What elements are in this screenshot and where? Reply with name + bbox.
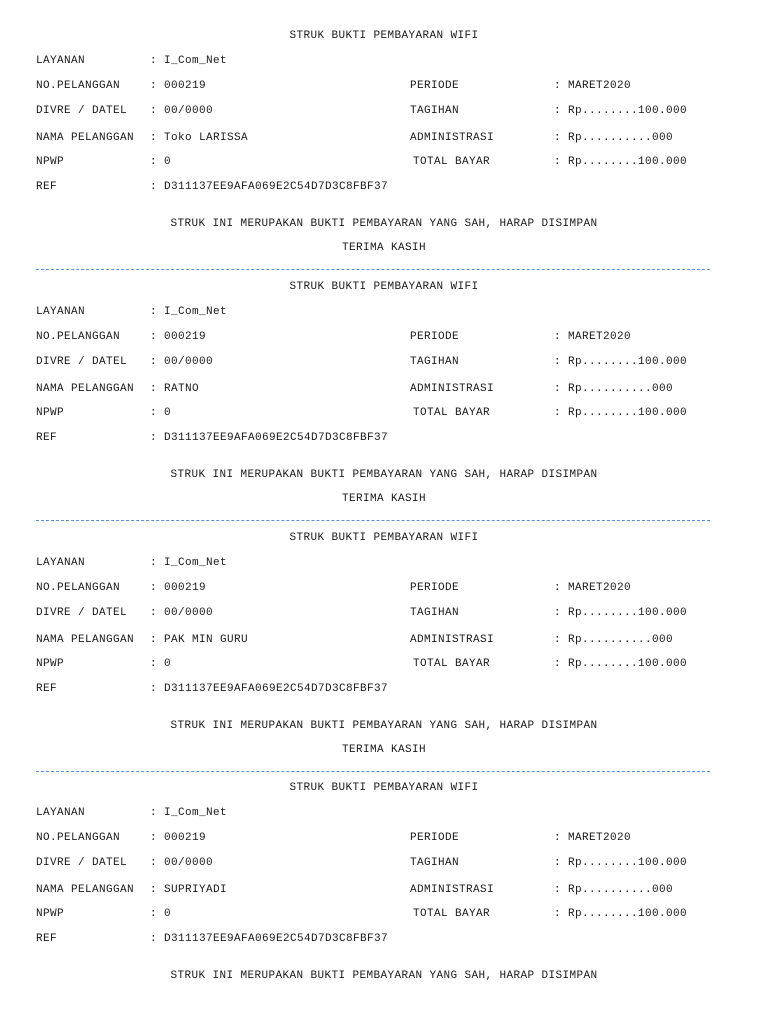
value-layanan: : I_Com_Net xyxy=(150,557,228,569)
value-nama-pelanggan: : PAK MIN GURU xyxy=(150,634,249,646)
value-periode: : MARET2020 xyxy=(554,80,632,92)
value-npwp: : 0 xyxy=(150,156,172,168)
label-periode: PERIODE xyxy=(410,331,460,343)
value-tagihan: : Rp........100.000 xyxy=(554,607,688,619)
value-no-pelanggan: : 000219 xyxy=(150,80,207,92)
value-layanan: : I_Com_Net xyxy=(150,55,228,67)
receipt-title: STRUK BUKTI PEMBAYARAN WIFI xyxy=(289,281,479,293)
label-npwp: NPWP xyxy=(36,407,65,419)
receipt-block xyxy=(0,0,768,254)
thanks-text: TERIMA KASIH xyxy=(341,744,426,756)
value-periode: : MARET2020 xyxy=(554,832,632,844)
label-nama-pelanggan: NAMA PELANGGAN xyxy=(36,132,135,144)
label-periode: PERIODE xyxy=(410,80,460,92)
label-no-pelanggan: NO.PELANGGAN xyxy=(36,582,121,594)
label-tagihan: TAGIHAN xyxy=(410,105,460,117)
label-divre: DIVRE / DATEL xyxy=(36,607,128,619)
label-nama-pelanggan: NAMA PELANGGAN xyxy=(36,634,135,646)
label-tagihan: TAGIHAN xyxy=(410,356,460,368)
value-tagihan: : Rp........100.000 xyxy=(554,105,688,117)
label-divre: DIVRE / DATEL xyxy=(36,105,128,117)
value-administrasi: : Rp..........000 xyxy=(554,132,674,144)
receipt-title: STRUK BUKTI PEMBAYARAN WIFI xyxy=(289,532,479,544)
value-total-bayar: : Rp........100.000 xyxy=(554,407,688,419)
label-ref: REF xyxy=(36,181,58,193)
value-ref: : D311137EE9AFA069E2C54D7D3C8FBF37 xyxy=(150,683,389,695)
label-layanan: LAYANAN xyxy=(36,55,86,67)
value-npwp: : 0 xyxy=(150,407,172,419)
value-administrasi: : Rp..........000 xyxy=(554,383,674,395)
value-divre: : 00/0000 xyxy=(150,607,214,619)
label-divre: DIVRE / DATEL xyxy=(36,857,128,869)
label-layanan: LAYANAN xyxy=(36,306,86,318)
label-ref: REF xyxy=(36,432,58,444)
footer-note: STRUK INI MERUPAKAN BUKTI PEMBAYARAN YANG SAH, HARAP DISIMPAN xyxy=(170,720,598,732)
label-ref: REF xyxy=(36,933,58,945)
label-total-bayar: TOTAL BAYAR xyxy=(413,407,491,419)
value-divre: : 00/0000 xyxy=(150,857,214,869)
label-layanan: LAYANAN xyxy=(36,557,86,569)
label-no-pelanggan: NO.PELANGGAN xyxy=(36,832,121,844)
thanks-text: TERIMA KASIH xyxy=(341,493,426,505)
label-tagihan: TAGIHAN xyxy=(410,857,460,869)
value-tagihan: : Rp........100.000 xyxy=(554,857,688,869)
value-no-pelanggan: : 000219 xyxy=(150,331,207,343)
value-nama-pelanggan: : RATNO xyxy=(150,383,200,395)
value-administrasi: : Rp..........000 xyxy=(554,884,674,896)
receipt-title: STRUK BUKTI PEMBAYARAN WIFI xyxy=(289,30,479,42)
label-layanan: LAYANAN xyxy=(36,807,86,819)
value-nama-pelanggan: : SUPRIYADI xyxy=(150,884,228,896)
value-no-pelanggan: : 000219 xyxy=(150,582,207,594)
receipt-title: STRUK BUKTI PEMBAYARAN WIFI xyxy=(289,782,479,794)
value-no-pelanggan: : 000219 xyxy=(150,832,207,844)
receipt-block xyxy=(0,251,768,505)
label-npwp: NPWP xyxy=(36,908,65,920)
label-periode: PERIODE xyxy=(410,582,460,594)
label-administrasi: ADMINISTRASI xyxy=(410,132,495,144)
label-periode: PERIODE xyxy=(410,832,460,844)
label-administrasi: ADMINISTRASI xyxy=(410,383,495,395)
value-total-bayar: : Rp........100.000 xyxy=(554,908,688,920)
value-administrasi: : Rp..........000 xyxy=(554,634,674,646)
value-ref: : D311137EE9AFA069E2C54D7D3C8FBF37 xyxy=(150,933,389,945)
value-total-bayar: : Rp........100.000 xyxy=(554,658,688,670)
label-total-bayar: TOTAL BAYAR xyxy=(413,658,491,670)
label-total-bayar: TOTAL BAYAR xyxy=(413,908,491,920)
value-npwp: : 0 xyxy=(150,658,172,670)
value-npwp: : 0 xyxy=(150,908,172,920)
label-no-pelanggan: NO.PELANGGAN xyxy=(36,80,121,92)
footer-note: STRUK INI MERUPAKAN BUKTI PEMBAYARAN YANG SAH, HARAP DISIMPAN xyxy=(170,970,598,982)
label-nama-pelanggan: NAMA PELANGGAN xyxy=(36,884,135,896)
label-divre: DIVRE / DATEL xyxy=(36,356,128,368)
receipt-block xyxy=(0,752,768,1003)
receipt-block xyxy=(0,502,768,756)
label-npwp: NPWP xyxy=(36,658,65,670)
label-ref: REF xyxy=(36,683,58,695)
label-administrasi: ADMINISTRASI xyxy=(410,884,495,896)
value-divre: : 00/0000 xyxy=(150,356,214,368)
label-npwp: NPWP xyxy=(36,156,65,168)
value-ref: : D311137EE9AFA069E2C54D7D3C8FBF37 xyxy=(150,432,389,444)
value-total-bayar: : Rp........100.000 xyxy=(554,156,688,168)
label-tagihan: TAGIHAN xyxy=(410,607,460,619)
value-tagihan: : Rp........100.000 xyxy=(554,356,688,368)
value-periode: : MARET2020 xyxy=(554,331,632,343)
footer-note: STRUK INI MERUPAKAN BUKTI PEMBAYARAN YANG SAH, HARAP DISIMPAN xyxy=(170,218,598,230)
label-administrasi: ADMINISTRASI xyxy=(410,634,495,646)
thanks-text: TERIMA KASIH xyxy=(341,242,426,254)
value-nama-pelanggan: : Toko LARISSA xyxy=(150,132,249,144)
value-ref: : D311137EE9AFA069E2C54D7D3C8FBF37 xyxy=(150,181,389,193)
label-no-pelanggan: NO.PELANGGAN xyxy=(36,331,121,343)
value-layanan: : I_Com_Net xyxy=(150,306,228,318)
value-layanan: : I_Com_Net xyxy=(150,807,228,819)
label-nama-pelanggan: NAMA PELANGGAN xyxy=(36,383,135,395)
value-periode: : MARET2020 xyxy=(554,582,632,594)
value-divre: : 00/0000 xyxy=(150,105,214,117)
footer-note: STRUK INI MERUPAKAN BUKTI PEMBAYARAN YANG SAH, HARAP DISIMPAN xyxy=(170,469,598,481)
label-total-bayar: TOTAL BAYAR xyxy=(413,156,491,168)
